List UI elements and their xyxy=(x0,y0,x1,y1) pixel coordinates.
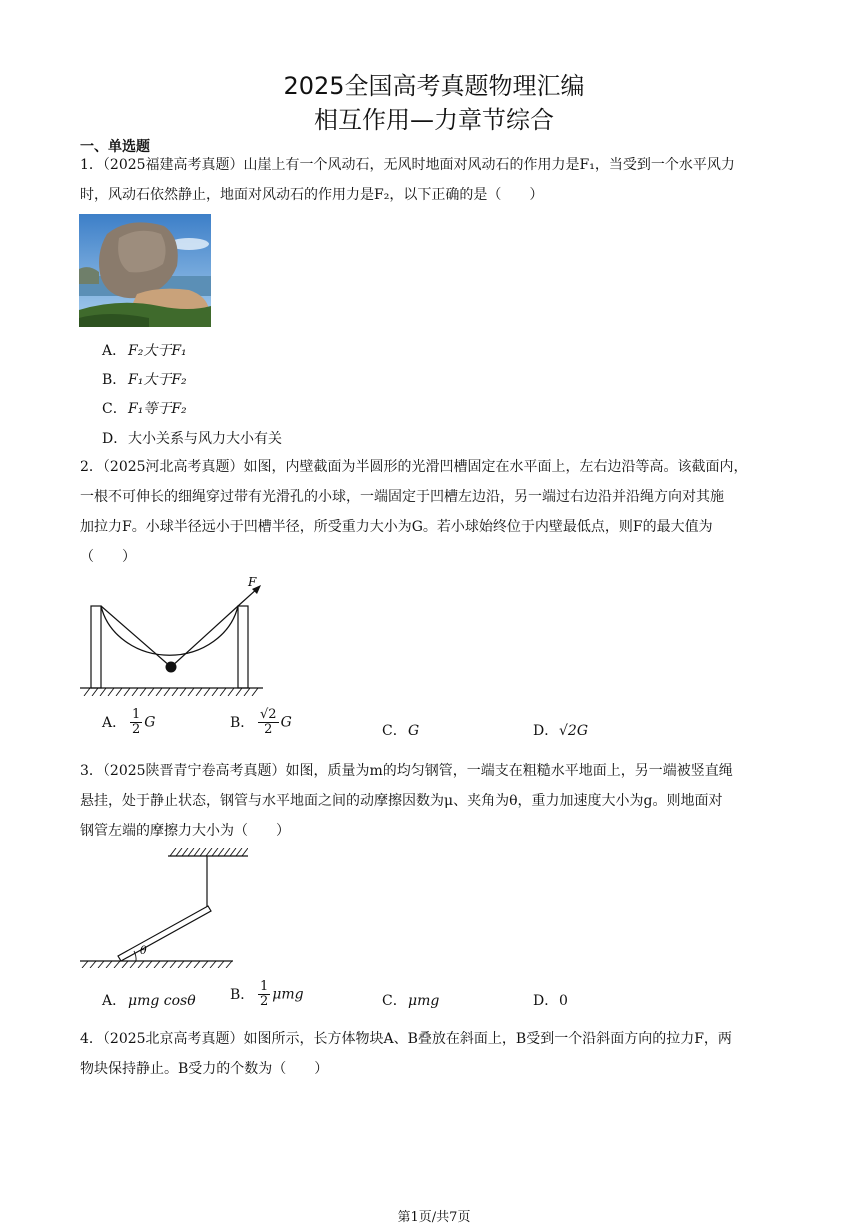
wind-rock-photo xyxy=(79,214,211,327)
option-b-text: F₁大于F₂ xyxy=(128,372,187,388)
question-3-option-d[interactable]: D．0 xyxy=(533,993,568,1009)
option-d-text: 大小关系与风力大小有关 xyxy=(128,431,282,447)
question-3-text xyxy=(80,756,792,846)
question-4-text xyxy=(80,1024,792,1084)
question-3-line-3: 钢管左端的摩擦力大小为（ ） xyxy=(80,823,290,839)
page-footer: 第1页/共7页 xyxy=(397,1210,471,1225)
steel-pipe-diagram xyxy=(78,848,248,968)
fraction-root2-half: $\frac{√2}{2}$ xyxy=(260,707,277,737)
fraction-one-half: $\frac{1}{2}$ xyxy=(132,707,141,737)
question-2-line-4: （ ） xyxy=(80,549,136,565)
question-3-line-1: 3．（2025陕晋青宁卷高考真题）如图，质量为m的均匀钢管，一端支在粗糙水平地面上，另一端被竖直绳 xyxy=(80,763,733,779)
question-3-option-b[interactable]: B． $\frac{1}{2}$ μmg xyxy=(230,979,304,1009)
question-3-line-2: 悬挂，处于静止状态，钢管与水平地面之间的动摩擦因数为μ、夹角为θ，重力加速度大小为g。则地面对 xyxy=(80,793,723,809)
question-1-option-c[interactable]: C．F₁等于F₂ xyxy=(102,401,187,417)
question-4-line-1: 4．（2025北京高考真题）如图所示，长方体物块A、B叠放在斜面上，B受到一个沿斜面方向的拉力F，两 xyxy=(80,1031,732,1047)
question-3-option-a[interactable]: A． μmg cosθ xyxy=(102,993,196,1009)
option-a-text: F₂大于F₁ xyxy=(128,343,187,359)
force-f-label: F xyxy=(248,575,257,589)
question-2-option-c[interactable]: C．G xyxy=(382,723,420,739)
fraction-one-half: $\frac{1}{2}$ xyxy=(260,979,269,1009)
question-1-text xyxy=(80,150,792,210)
page-title: 2025全国高考真题物理汇编 xyxy=(283,72,585,100)
question-2-option-a[interactable]: A． $\frac{1}{2}$ G xyxy=(102,707,156,737)
groove-diagram xyxy=(78,572,268,696)
question-2-line-2: 一根不可伸长的细绳穿过带有光滑孔的小球，一端固定于凹槽左边沿，另一端过右边沿并沿绳方向对其施 xyxy=(80,489,724,505)
question-1-option-a[interactable]: A． F₂大于F₁ xyxy=(102,343,187,359)
question-2-option-d[interactable]: D．√2G xyxy=(533,723,589,739)
angle-theta-label: θ xyxy=(140,944,147,957)
question-3-option-c[interactable]: C．μmg xyxy=(382,993,440,1009)
option-c-text: F₁等于F₂ xyxy=(128,401,187,417)
question-2-line-1: 2．（2025河北高考真题）如图，内壁截面为半圆形的光滑凹槽固定在水平面上，左右边沿等高。该截面内， xyxy=(80,459,748,475)
question-2-text xyxy=(80,452,792,572)
question-1-option-b[interactable]: B． F₁大于F₂ xyxy=(102,372,187,388)
page-subtitle: 相互作用—力章节综合 xyxy=(314,106,554,134)
question-1-option-d[interactable]: D．大小关系与风力大小有关 xyxy=(102,431,282,447)
question-4-line-2: 物块保持静止。B受力的个数为（ ） xyxy=(80,1061,329,1077)
question-2-option-b[interactable]: B． $\frac{√2}{2}$ G xyxy=(230,707,292,737)
question-1-line-2: 时，风动石依然静止，地面对风动石的作用力是F₂，以下正确的是（ ） xyxy=(80,187,544,203)
question-2-line-3: 加拉力F。小球半径远小于凹槽半径，所受重力大小为G。若小球始终位于内壁最低点，则F的最大值为 xyxy=(80,519,713,535)
question-1-line-1: 1．（2025福建高考真题）山崖上有一个风动石，无风时地面对风动石的作用力是F₁，当受到一个水平风力 xyxy=(80,157,735,173)
section-heading: 一、单选题 xyxy=(80,139,150,155)
